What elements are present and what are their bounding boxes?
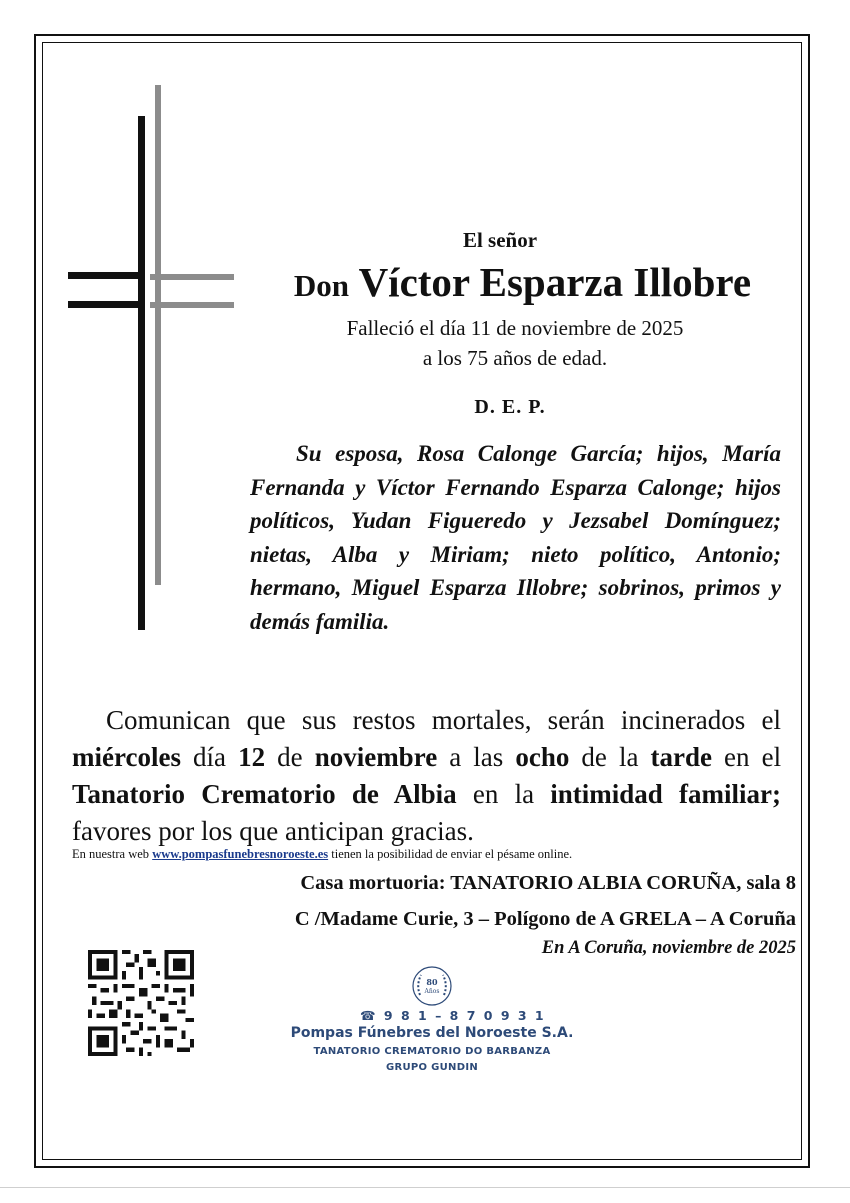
announce-text-2: día [193, 742, 227, 772]
announce-day-number: 12 [238, 742, 266, 772]
web-note-prefix: En nuestra web [72, 847, 150, 861]
announce-time-of-day: tarde [650, 742, 712, 772]
place-date: En A Coruña, noviembre de 2025 [541, 938, 796, 958]
family-list: Su esposa, Rosa Calonge García; hijos, María Fernanda y Víctor Fernando Esparza Calonge; hijos políticos, Yudan Figueredo y Jezsabel Domínguez; nietas, Alba y Miriam; nieto político, Antonio; hermano, Miguel Esparza Illobre; sobrinos, primos y demás familia. [250, 441, 781, 634]
announce-privacy: intimidad familiar; [550, 779, 781, 809]
announce-text-6: en el [724, 742, 782, 772]
announce-text-4: a las [449, 742, 504, 772]
dep-label: D. E. P. [474, 396, 546, 418]
title-senor: El señor [462, 228, 538, 252]
address: C /Madame Curie, 3 – Polígono de A GRELA – A Coruña [294, 908, 796, 930]
web-note-suffix: tienen la posibilidad de enviar el pésame online. [331, 847, 573, 861]
full-name: Víctor Esparza Illobre [358, 259, 752, 305]
page-bottom-divider [0, 1187, 850, 1188]
casa-mortuoria: Casa mortuoria: TANATORIO ALBIA CORUÑA, sala 8 [300, 872, 796, 894]
cross-icon [60, 80, 240, 640]
qr-code-icon[interactable] [88, 950, 194, 1056]
announce-text-8: favores por los que anticipan gracias. [72, 816, 474, 846]
death-info [280, 313, 750, 373]
announce-text-5: de la [581, 742, 639, 772]
company-line-1: TANATORIO CREMATORIO DO BARBANZA [313, 1046, 551, 1057]
announce-text-7: en la [472, 779, 535, 809]
web-note [72, 847, 792, 862]
announce-text-3: de [277, 742, 303, 772]
announce-text-1: Comunican que sus restos mortales, serán incinerados el [106, 705, 781, 735]
company-name: Pompas Fúnebres del Noroeste S.A. [290, 1025, 574, 1041]
deceased-name [250, 258, 795, 306]
phone-number[interactable]: ☎ 9 8 1 – 8 7 0 9 3 1 [360, 1008, 546, 1023]
logo-number: 80 [426, 977, 438, 987]
logo-years: Años [424, 988, 440, 995]
announce-day-name: miércoles [72, 742, 181, 772]
company-logo-icon [411, 965, 453, 1007]
announce-venue: Tanatorio Crematorio de Albia [72, 779, 457, 809]
announce-month: noviembre [314, 742, 438, 772]
honorific: Don [293, 268, 350, 303]
website-link[interactable]: www.pompasfunebresnoroeste.es [152, 847, 329, 861]
company-line-2: GRUPO GUNDIN [385, 1062, 479, 1073]
death-date-line: Falleció el día 11 de noviembre de 2025 [346, 316, 684, 340]
funeral-announcement [72, 702, 781, 850]
announce-hour: ocho [515, 742, 570, 772]
age-line: a los 75 años de edad. [422, 346, 608, 370]
